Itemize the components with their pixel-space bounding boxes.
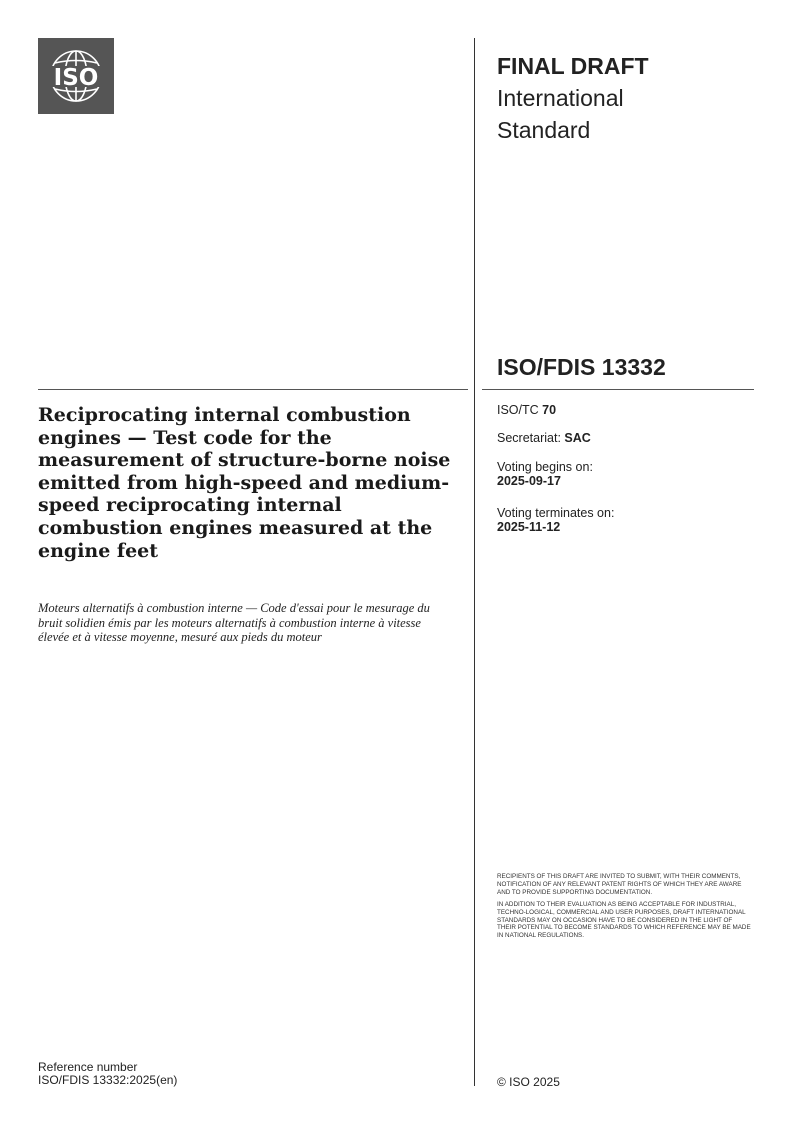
vertical-divider (474, 38, 475, 1086)
notice-paragraph-2: IN ADDITION TO THEIR EVALUATION AS BEING ACCEPTABLE FOR INDUSTRIAL, TECHNO-LOGICAL, COMMERCIAL AND USER PURPOSES, DRAFT INTERNATIONAL STANDARDS MAY ON OCCASION HAVE TO BE CONSIDERED IN THE LIGHT OF THEIR POTENTIAL TO BECOME STANDARDS TO WHICH REFERENCE MAY BE MADE IN NATIONAL REGULATIONS. (497, 900, 751, 940)
secretariat (497, 431, 757, 445)
status-final-draft: FINAL DRAFT (497, 53, 649, 79)
status-international: International (497, 85, 624, 111)
secretariat-label: Secretariat: (497, 431, 561, 445)
tc-value: 70 (542, 403, 557, 417)
voting-terminates (497, 506, 757, 534)
iso-globe-icon (38, 38, 114, 114)
document-number: ISO/FDIS 13332 (497, 354, 666, 380)
voting-begins-label: Voting begins on: (497, 460, 593, 474)
voting-begins (497, 460, 757, 488)
reference-number (38, 1061, 177, 1087)
english-title: Reciprocating internal combustion engines — Test code for the measurement of structure-borne noise emitted from high-speed and medium-speed reciprocating internal combustion engines measured at the engine feet (38, 404, 451, 562)
status-standard: Standard (497, 117, 591, 143)
notice-paragraph-1: RECIPIENTS OF THIS DRAFT ARE INVITED TO SUBMIT, WITH THEIR COMMENTS, NOTIFICATION OF ANY RELEVANT PATENT RIGHTS OF WHICH THEY ARE AWARE AND TO PROVIDE SUPPORTING DOCUMENTATION. (497, 873, 742, 896)
voting-terminates-date: 2025-11-12 (497, 520, 561, 534)
voting-terminates-label: Voting terminates on: (497, 506, 615, 520)
iso-logo-text: ISO (53, 65, 99, 91)
french-title: Moteurs alternatifs à combustion interne — Code d'essai pour le mesurage du bruit solidien émis par les moteurs alternatifs à combustion interne à vitesse élevée et à vitesse moyenne, mesuré aux pieds du moteur (38, 601, 430, 644)
draft-notice (497, 873, 752, 944)
voting-begins-date: 2025-09-17 (497, 474, 561, 488)
document-status (497, 50, 757, 146)
right-horizontal-rule (482, 389, 754, 390)
left-horizontal-rule (38, 389, 468, 390)
iso-logo (38, 38, 114, 114)
reference-label: Reference number (38, 1060, 138, 1074)
tc-label: ISO/TC (497, 403, 539, 417)
reference-value: ISO/FDIS 13332:2025(en) (38, 1073, 178, 1087)
copyright-notice: © ISO 2025 (497, 1075, 560, 1089)
secretariat-value: SAC (564, 431, 591, 445)
technical-committee (497, 403, 757, 417)
